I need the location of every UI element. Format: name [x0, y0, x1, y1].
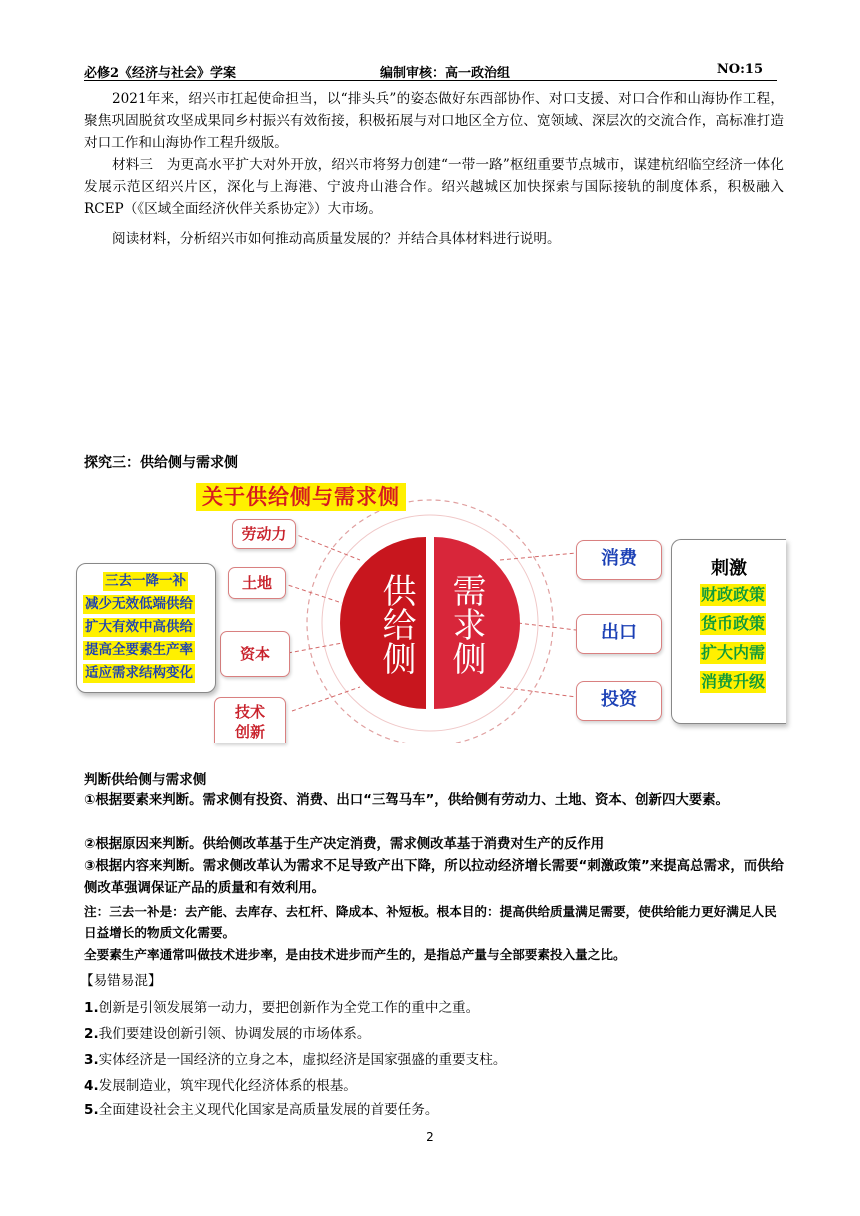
header-editor: 编制审核：高一政治组: [380, 66, 511, 81]
material-para-1: [84, 88, 784, 154]
factor-land: 土地: [228, 567, 286, 599]
note-three-one: 注：三去一补是：去产能、去库存、去杠杆、降成本、补短板。根本目的：提高供给质量满足需要，使供给能力更好满足人民日益增长的物质文化需要。: [84, 904, 777, 940]
mistake-text-1: 创新是引领发展第一动力，要把创新作为全党工作的重中之重。: [98, 1000, 480, 1016]
stimulus-heading: 刺激: [711, 558, 747, 579]
question-prompt: 阅读材料，分析绍兴市如何推动高质量发展的？并结合具体材料进行说明。: [112, 231, 561, 247]
judge-title: 判断供给侧与需求侧: [84, 772, 207, 788]
mistake-num-5: 5.: [84, 1102, 99, 1118]
material-para-3: 材料三 为更高水平扩大对外开放，绍兴市将努力创建“一带一路”枢纽重要节点城市，谋建杭绍临空经济一体化发展示范区绍兴片区，深化与上海港、宁波舟山港合作。绍兴越城区加快探索与国际接轨的制度体系，积极融入RCEP（《区域全面经济伙伴关系协定》）大市场。: [84, 157, 784, 217]
stimulus-item-4: 消费升级: [701, 672, 766, 691]
note-tfp: 全要素生产率通常叫做技术进步率，是由技术进步而产生的，是指总产量与全部要素投入量之比。: [84, 947, 626, 962]
mistake-item-5: [84, 1098, 438, 1118]
header-course: 必修2《经济与社会》学案: [84, 66, 237, 81]
factor-tech-innovation-text: 技术创新: [234, 703, 265, 741]
factor-investment: 投资: [576, 681, 662, 721]
demand-side-text: 需求侧: [446, 573, 486, 675]
supply-item-1: 三去一降一补: [105, 573, 186, 589]
mistake-item-4: [84, 1074, 357, 1094]
mistake-num-1: 1.: [84, 1000, 99, 1016]
factor-export: 出口: [576, 614, 662, 654]
mistake-text-3: 实体经济是一国经济的立身之本，虚拟经济是国家强盛的重要支柱。: [98, 1052, 507, 1068]
factor-capital: 资本: [220, 631, 290, 677]
diagram-title: 关于供给侧与需求侧: [196, 483, 406, 511]
mistake-item-1: [84, 996, 479, 1016]
supply-item-5: 适应需求结构变化: [85, 665, 193, 681]
supply-demand-diagram: [60, 475, 785, 743]
mistake-item-3: [84, 1048, 506, 1068]
supply-reform-box: [76, 563, 216, 693]
mistake-num-2: 2.: [84, 1026, 99, 1042]
material-para-1-rest: 海协作工程，聚焦巩固脱贫攻坚成果同乡村振兴有效衔接，积极拓展与对口地区全方位、宽领域、深层次的交流合作，高标准打造对口工作和山海协作工程升级版。: [84, 91, 785, 151]
factor-labor: 劳动力: [232, 519, 296, 549]
mistake-text-4: 发展制造业，筑牢现代化经济体系的根基。: [98, 1078, 357, 1094]
stimulus-item-2: 货币政策: [701, 614, 766, 633]
supply-side-text: 供给侧: [376, 573, 416, 675]
factor-consumption: 消费: [576, 540, 662, 580]
judge-item-3: ③根据内容来判断。需求侧改革认为需求不足导致产出下降，所以拉动经济增长需要“刺激政策”来提高总需求，而供给侧改革强调保证产品的质量和有效利用。: [84, 859, 784, 896]
mistakes-title: 【易错易混】: [80, 973, 162, 989]
judge-item-2: ②根据原因来判断。供给侧改革基于生产决定消费，需求侧改革基于消费对生产的反作用: [84, 837, 605, 852]
page-number: 2: [426, 1130, 434, 1144]
mistake-item-2: [84, 1022, 371, 1042]
mistake-text-2: 我们要建设创新引领、协调发展的市场体系。: [98, 1026, 371, 1042]
material-para-1-line-1: 2021年来，绍兴市扛起使命担当，以“排头兵”的姿态做好东西部协作、对口支援、对口合作和山: [112, 91, 702, 107]
mistake-num-4: 4.: [84, 1078, 99, 1094]
stimulus-item-1: 财政政策: [701, 585, 766, 604]
demand-stimulus-box: [671, 539, 786, 724]
header-number: NO:15: [716, 62, 763, 77]
demand-side-label: [438, 573, 494, 684]
supply-item-2: 减少无效低端供给: [85, 596, 193, 612]
supply-item-4: 提高全要素生产率: [85, 642, 193, 658]
judge-item-1: ①根据要素来判断。需求侧有投资、消费、出口“三驾马车”，供给侧有劳动力、土地、资本、创新四大要素。: [84, 793, 729, 808]
mistake-num-3: 3.: [84, 1052, 99, 1068]
factor-tech-innovation: [214, 697, 286, 743]
page-header: [84, 60, 777, 81]
stimulus-item-3: 扩大内需: [701, 643, 766, 662]
section-title: 探究三：供给侧与需求侧: [84, 455, 238, 471]
mistake-text-5: 全面建设社会主义现代化国家是高质量发展的首要任务。: [98, 1102, 439, 1118]
supply-item-3: 扩大有效中高供给: [85, 619, 193, 635]
supply-side-label: [368, 573, 424, 684]
